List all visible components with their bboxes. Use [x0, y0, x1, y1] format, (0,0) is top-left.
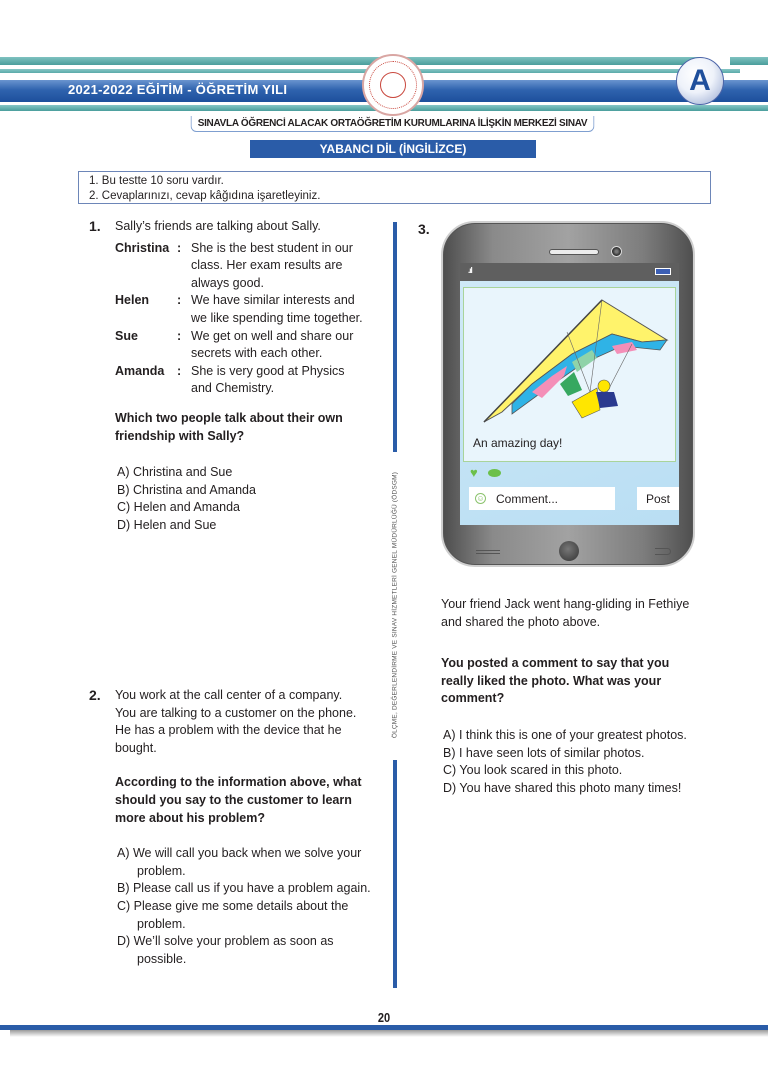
question-stem	[115, 410, 390, 445]
speaker-line: We have similar interests and	[191, 293, 355, 308]
stem-line: Which two people talk about their own	[115, 410, 343, 425]
speaker-text	[191, 328, 390, 363]
post-button[interactable]: Post	[637, 487, 679, 510]
phone-speaker-icon	[549, 249, 599, 255]
speech-bubble-icon[interactable]	[488, 469, 501, 477]
hang-glider-photo	[472, 292, 672, 432]
answer-option-d[interactable]: D) We’ll solve your problem as soon as possible.	[117, 934, 334, 966]
post-caption: An amazing day!	[473, 436, 563, 450]
answer-option-d[interactable]: D) Helen and Sue	[117, 517, 217, 532]
stem-line: more about his problem?	[115, 810, 266, 825]
answer-option-a[interactable]: A) I think this is one of your greatest photos.	[443, 727, 687, 742]
question-number: 1.	[89, 218, 101, 234]
question-stem	[441, 655, 731, 708]
answer-options	[115, 464, 390, 534]
speaker-line: She is very good at Physics	[191, 363, 345, 378]
speaker-name: Sue	[115, 328, 138, 343]
speaker-line: and Chemistry.	[191, 381, 275, 396]
stem-line: should you say to the customer to learn	[115, 792, 352, 807]
speaker-name: Christina	[115, 240, 170, 255]
question-number: 3.	[418, 221, 430, 237]
side-label-text: ÖLÇME, DEĞERLENDİRME VE SINAV HİZMETLERİ GENEL MÜDÜRLÜĞÜ (ÖDSGM)	[391, 471, 399, 739]
answer-options	[115, 845, 385, 968]
speaker-line: She is the best student in our	[191, 240, 353, 255]
stem-line: really liked the photo. What was your	[441, 673, 662, 688]
signal-bars-icon: .ıl	[468, 266, 472, 275]
answer-options	[441, 727, 731, 797]
stem-line: comment?	[441, 691, 505, 706]
instructions-box	[78, 171, 711, 204]
smiley-icon[interactable]: ☺	[476, 494, 485, 503]
answer-option-b[interactable]: B) I have seen lots of similar photos.	[443, 745, 645, 760]
comment-placeholder: Comment...	[496, 491, 559, 506]
smartphone-illustration	[441, 221, 695, 567]
speaker-line: secrets with each other.	[191, 346, 323, 361]
question-intro: Sally’s friends are talking about Sally.	[115, 219, 321, 233]
intro-line: Your friend Jack went hang-gliding in Fethiye	[441, 597, 690, 611]
colon: :	[177, 328, 182, 343]
subject-title: YABANCI DİL (İNGİLİZCE)	[250, 140, 536, 158]
answer-option-a[interactable]: A) We will call you back when we solve your problem.	[117, 846, 362, 878]
question-intro	[115, 687, 390, 757]
speaker-name: Amanda	[115, 363, 165, 378]
footer-shadow	[10, 1030, 768, 1037]
phone-screen	[460, 281, 679, 525]
colon: :	[177, 240, 182, 255]
speaker-line: We get on well and share our	[191, 328, 354, 343]
emblem-ring	[369, 61, 417, 109]
heart-icon[interactable]: ♥	[470, 465, 478, 480]
page-number: 20	[377, 1010, 391, 1025]
battery-icon	[655, 268, 671, 275]
post-reactions	[470, 467, 501, 479]
intro-line: bought.	[115, 740, 157, 755]
social-post-card	[463, 287, 676, 462]
speaker-line: we like spending time together.	[191, 310, 363, 325]
speaker-list	[115, 240, 390, 398]
booklet-type-badge	[676, 57, 724, 105]
speaker-text	[191, 363, 390, 398]
academic-year-title: 2021-2022 EĞİTİM - ÖĞRETİM YILI	[68, 82, 288, 97]
stem-line: friendship with Sally?	[115, 428, 245, 443]
exam-name: SINAVLA ÖĞRENCİ ALACAK ORTAÖĞRETİM KURUMLARINA İLİŞKİN MERKEZİ SINAV	[191, 116, 595, 132]
stem-line: According to the information above, what	[115, 775, 362, 790]
answer-option-c[interactable]: C) You look scared in this photo.	[443, 763, 623, 778]
speaker-line: class. Her exam results are	[191, 258, 343, 273]
answer-option-b[interactable]: B) Christina and Amanda	[117, 482, 256, 497]
speaker-row	[115, 363, 390, 398]
instruction-line: 2. Cevaplarınızı, cevap kâğıdına işaretleyiniz.	[89, 190, 321, 202]
colon: :	[177, 363, 182, 378]
header-band-top	[0, 57, 700, 65]
speaker-row	[115, 328, 390, 363]
speaker-text	[191, 292, 390, 327]
home-button-icon	[559, 541, 579, 561]
booklet-letter: A	[689, 64, 711, 97]
intro-line: You work at the call center of a company.	[115, 688, 343, 702]
colon: :	[177, 293, 182, 308]
speaker-name: Helen	[115, 293, 150, 308]
phone-status-bar	[460, 263, 679, 281]
speaker-row	[115, 240, 390, 293]
comment-input[interactable]	[469, 487, 615, 510]
speaker-text	[191, 240, 390, 293]
phone-camera-icon	[611, 246, 622, 257]
question-2	[115, 687, 390, 968]
ministry-emblem-icon	[362, 54, 424, 116]
menu-key-icon	[476, 550, 500, 554]
answer-option-c[interactable]: C) Please give me some details about the problem.	[117, 898, 349, 931]
question-number: 2.	[89, 687, 101, 703]
column-divider-top	[393, 222, 397, 452]
back-key-icon	[655, 548, 671, 555]
question-intro	[441, 596, 731, 631]
emblem-core	[380, 72, 406, 98]
intro-line: You are talking to a customer on the phone.	[115, 705, 357, 720]
speaker-row	[115, 292, 390, 327]
instruction-line: 1. Bu testte 10 soru vardır.	[89, 175, 224, 187]
answer-option-c[interactable]: C) Helen and Amanda	[117, 500, 240, 515]
stem-line: You posted a comment to say that you	[441, 656, 670, 671]
intro-line: He has a problem with the device that he	[115, 723, 342, 738]
question-1	[115, 218, 390, 535]
question-stem	[115, 774, 390, 827]
answer-option-b[interactable]: B) Please call us if you have a problem again.	[117, 881, 371, 896]
intro-line: and shared the photo above.	[441, 614, 601, 629]
header-band-top-right	[730, 57, 768, 65]
column-divider-bottom	[393, 760, 397, 988]
answer-option-a[interactable]: A) Christina and Sue	[117, 465, 233, 480]
answer-option-d[interactable]: D) You have shared this photo many times!	[443, 780, 682, 795]
question-3	[441, 596, 731, 797]
speaker-line: always good.	[191, 275, 264, 290]
